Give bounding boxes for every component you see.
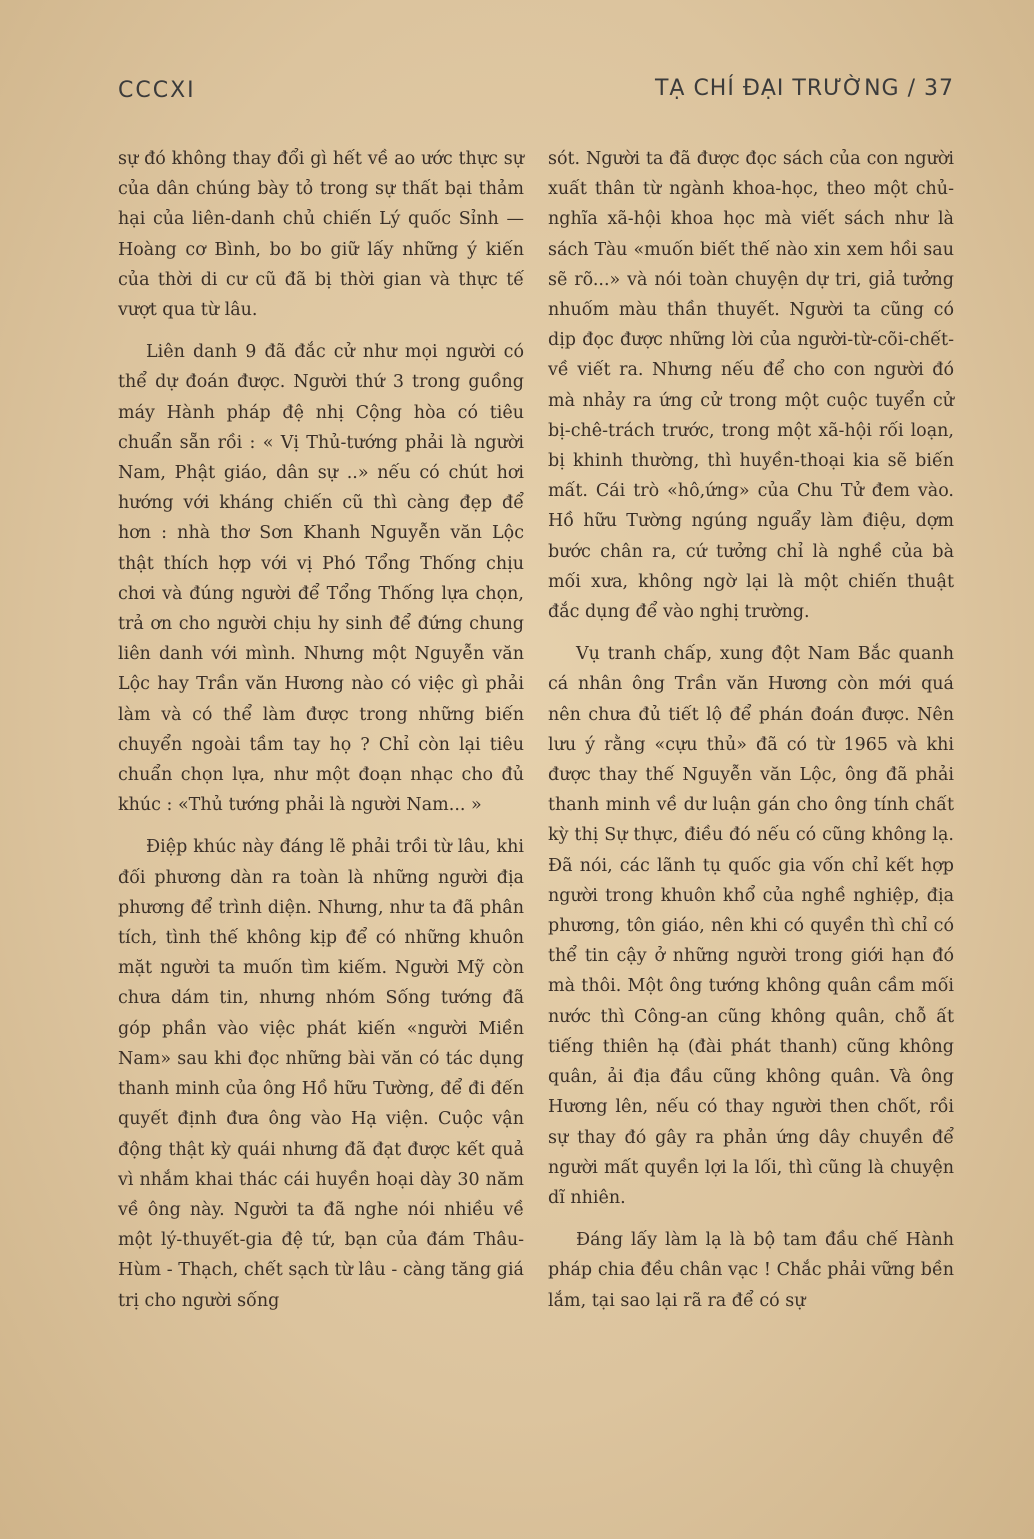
running-title: TẠ CHÍ ĐẠI TRƯỜNG / 37 (654, 76, 954, 101)
left-column (118, 144, 524, 1328)
paragraph: Liên danh 9 đã đắc cử như mọi người có thể dự đoán được. Người thứ 3 trong guồng máy Hành pháp đệ nhị Cộng hòa có tiêu chuẩn sẵn rồi : « Vị Thủ-tướng phải là người Nam, Phật giáo, dân sự ..» nếu có chút hơi hướng với kháng chiến cũ thì càng đẹp để hơn : nhà thơ Sơn Khanh Nguyễn văn Lộc thật thích hợp với vị Phó Tổng Thống chịu chơi và đúng người để Tổng Thống lựa chọn, trả ơn cho người chịu hy sinh để đứng chung liên danh với mình. Nhưng một Nguyễn văn Lộc hay Trần văn Hương nào có việc gì phải làm và có thể làm được trong những biến chuyển ngoài tầm tay họ ? Chỉ còn lại tiêu chuẩn chọn lựa, như một đoạn nhạc cho đủ khúc : «Thủ tướng phải là người Nam... » (118, 342, 524, 816)
paragraph: Đáng lấy làm lạ là bộ tam đầu chế Hành pháp chia đều chân vạc ! Chắc phải vững bền lắm, tại sao lại rã ra để có sự (548, 1230, 954, 1311)
paragraph: Vụ tranh chấp, xung đột Nam Bắc quanh cá nhân ông Trần văn Hương còn mới quá nên chưa đủ tiết lộ để phán đoán được. Nên lưu ý rằng «cựu thủ» đã có từ 1965 và khi được thay thế Nguyễn văn Lộc, ông đã phải thanh minh về dư luận gán cho ông tính chất kỳ thị Sự thực, điều đó nếu có cũng không lạ. Đã nói, các lãnh tụ quốc gia vốn chỉ kết hợp người trong khuôn khổ của nghề nghiệp, địa phương, tôn giáo, nên khi có quyền thì chỉ có thể tin cậy ở những người trong giới hạn đó mà thôi. Một ông tướng không quân cầm mối nước thì Công-an cũng không quân, chỗ ất tiếng thiên hạ (đài phát thanh) cũng không quân, ải địa đầu cũng không quân. Và ông Hương lên, nếu có thay người then chốt, rồi sự thay đó gây ra phản ứng dây chuyền để người mất quyền lợi la lối, thì cũng là chuyện dĩ nhiên. (548, 644, 954, 1208)
page-header (118, 74, 954, 108)
paragraph: Điệp khúc này đáng lẽ phải trồi từ lâu, khi đối phương dàn ra toàn là những người địa phương để trình diện. Nhưng, như ta đã phân tích, tình thế không kịp để có những khuôn mặt người ta muốn tìm kiếm. Người Mỹ còn chưa dám tin, nhưng nhóm Sống tướng đã góp phần vào việc phát kiến «người Miền Nam» sau khi đọc những bài văn có tác dụng thanh minh của ông Hồ hữu Tường, để đi đến quyết định đưa ông vào Hạ viện. Cuộc vận động thật kỳ quái nhưng đã đạt được kết quả vì nhắm khai thác cái huyền hoại dày 30 năm về ông này. Người ta đã nghe nói nhiều về một lý-thuyết-gia đệ tứ, bạn của đám Thâu-Hùm - Thạch, chết sạch từ lâu - càng tăng giá trị cho người sống (118, 837, 524, 1311)
paragraph: sự đó không thay đổi gì hết về ao ước thực sự của dân chúng bày tỏ trong sự thất bại thảm hại của liên-danh chủ chiến Lý quốc Sỉnh — Hoàng cơ Bình, bo bo giữ lấy những ý kiến của thời di cư cũ đã bị thời gian và thực tế vượt qua từ lâu. (118, 149, 524, 321)
paragraph: sót. Người ta đã được đọc sách của con người xuất thân từ ngành khoa-học, theo một chủ-nghĩa xã-hội khoa học mà viết sách như là sách Tàu «muốn biết thế nào xin xem hồi sau sẽ rõ...» và nói toàn chuyện dự tri, giả tưởng nhuốm màu thần thuyết. Người ta cũng có dịp đọc được những lời của người-từ-cõi-chết-về viết ra. Nhưng nếu để cho con người đó mà nhảy ra ứng cử trong một cuộc tuyển cử bị-chê-trách trước, trong một xã-hội rối loạn, bị khinh thường, thì huyền-thoại kia sẽ biến mất. Cái trò «hô,ứng» của Chu Tử đem vào. Hồ hữu Tường ngúng nguẩy làm điệu, dợm bước chân ra, cứ tưởng chỉ là nghề của bà mối xưa, không ngờ lại là một chiến thuật đắc dụng để vào nghị trường. (548, 149, 954, 623)
right-column (548, 144, 954, 1328)
folio-number: CCCXI (118, 78, 196, 103)
